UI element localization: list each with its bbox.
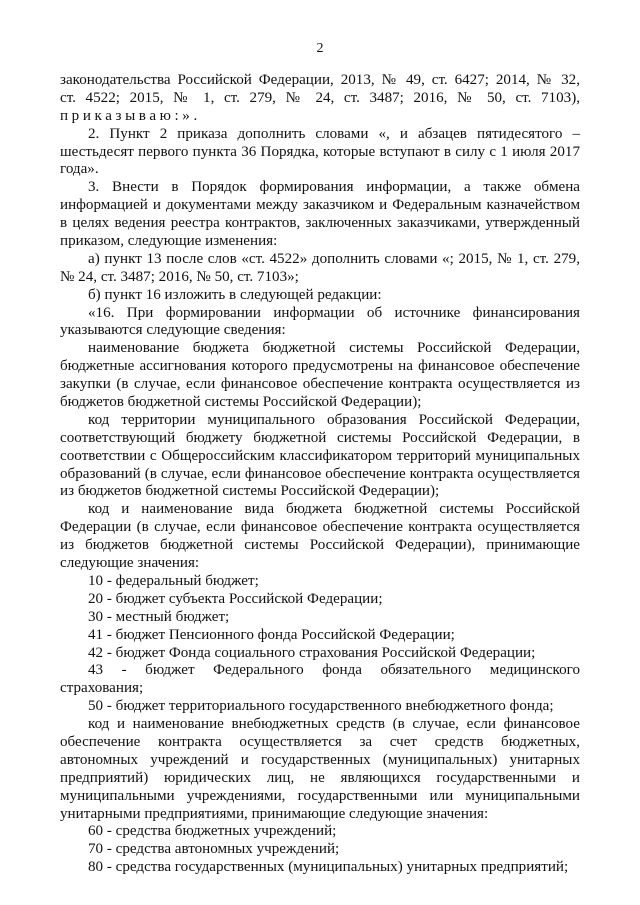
text-line: 42 - бюджет Фонда социального страхования Российской Федерации; [88, 644, 536, 661]
text-line: 80 - средства государственных (муниципальных) унитарных предприятий; [88, 859, 569, 876]
page-number: 2 [316, 41, 324, 56]
text-line: «16. При формировании информации об источнике финансирования [88, 304, 580, 321]
document-body [60, 72, 580, 877]
text-line: 20 - бюджет субъекта Российской Федерации; [88, 590, 383, 607]
text-line: соответствии с Общероссийским классификатором территорий муниципальных [60, 447, 580, 464]
text-line: наименование бюджета бюджетной системы Российской Федерации, [88, 340, 580, 357]
text-line: закупки (в случае, если финансовое обеспечение контракта осуществляется из [60, 376, 580, 393]
text-line: соответствующий бюджету бюджетной системы Российской Федерации, в [60, 429, 580, 446]
text-line: 60 - средства бюджетных учреждений; [88, 823, 337, 840]
text-line: 43 - бюджет Федерального фонда обязательного медицинского [88, 662, 580, 679]
text-line: года». [60, 161, 99, 178]
text-line: б) пункт 16 изложить в следующей редакции: [88, 286, 382, 303]
text-line: унитарными предприятиями, принимающие следующие значения: [60, 805, 489, 822]
text-line: шестьдесят первого пункта 36 Порядка, которые вступают в силу с 1 июля 2017 [60, 143, 580, 160]
text-line: следующие значения: [60, 555, 200, 572]
text-line: муниципальными учреждениями, государственными или муниципальными [60, 787, 580, 804]
text-line: из бюджетов бюджетной системы Российской Федерации), принимающие [60, 537, 580, 554]
text-line: предприятий) юридических лиц, не являющихся государственными и [60, 769, 580, 786]
text-line: а) пункт 13 после слов «ст. 4522» дополнить словами «; 2015, № 1, ст. 279, [88, 250, 580, 267]
text-line: обеспечение контракта осуществляется за счет средств бюджетных, [60, 733, 580, 750]
text-line: приказываю:». [60, 107, 201, 124]
text-line: код и наименование вида бюджета бюджетной системы Российской [88, 501, 580, 518]
text-line: автономных учреждений и государственных (муниципальных) унитарных [60, 751, 580, 768]
text-line: 41 - бюджет Пенсионного фонда Российской Федерации; [88, 626, 455, 643]
text-line: 2. Пункт 2 приказа дополнить словами «, и абзацев пятидесятого – [88, 125, 580, 142]
text-line: из бюджетов бюджетной системы Российской Федерации); [60, 483, 440, 500]
text-line: указываются следующие сведения: [60, 322, 286, 339]
text-line: информацией и документами между заказчиком и Федеральным казначейством [60, 197, 580, 214]
text-line: 70 - средства автономных учреждений; [88, 841, 340, 858]
text-line: код и наименование внебюджетных средств (в случае, если финансовое [88, 716, 580, 733]
text-line: код территории муниципального образования Российской Федерации, [88, 411, 580, 428]
text-line: законодательства Российской Федерации, 2013, № 49, ст. 6427; 2014, № 32, [60, 72, 580, 88]
text-line: 3. Внести в Порядок формирования информации, а также обмена [88, 179, 580, 196]
text-line: 50 - бюджет территориального государственного внебюджетного фонда; [88, 698, 554, 715]
text-line: бюджетные ассигнования которого предусмотрены на финансовое обеспечение [60, 358, 580, 375]
text-line: приказом, следующие изменения: [60, 233, 278, 250]
text-line: страхования; [60, 680, 144, 697]
text-line: образований (в случае, если финансовое обеспечение контракта осуществляется [60, 465, 580, 482]
text-line: 30 - местный бюджет; [88, 608, 230, 625]
text-line: 10 - федеральный бюджет; [88, 572, 259, 589]
text-line: № 24, ст. 3487; 2016, № 50, ст. 7103»; [60, 268, 299, 285]
text-line: в целях ведения реестра контрактов, заключенных заказчиками, утвержденный [60, 215, 580, 232]
text-line: Федерации (в случае, если финансовое обеспечение контракта осуществляется [60, 519, 580, 536]
text-line: бюджетов бюджетной системы Российской Федерации); [60, 394, 422, 411]
text-line: ст. 4522; 2015, № 1, ст. 279, № 24, ст. 3487; 2016, № 50, ст. 7103), [60, 89, 580, 106]
